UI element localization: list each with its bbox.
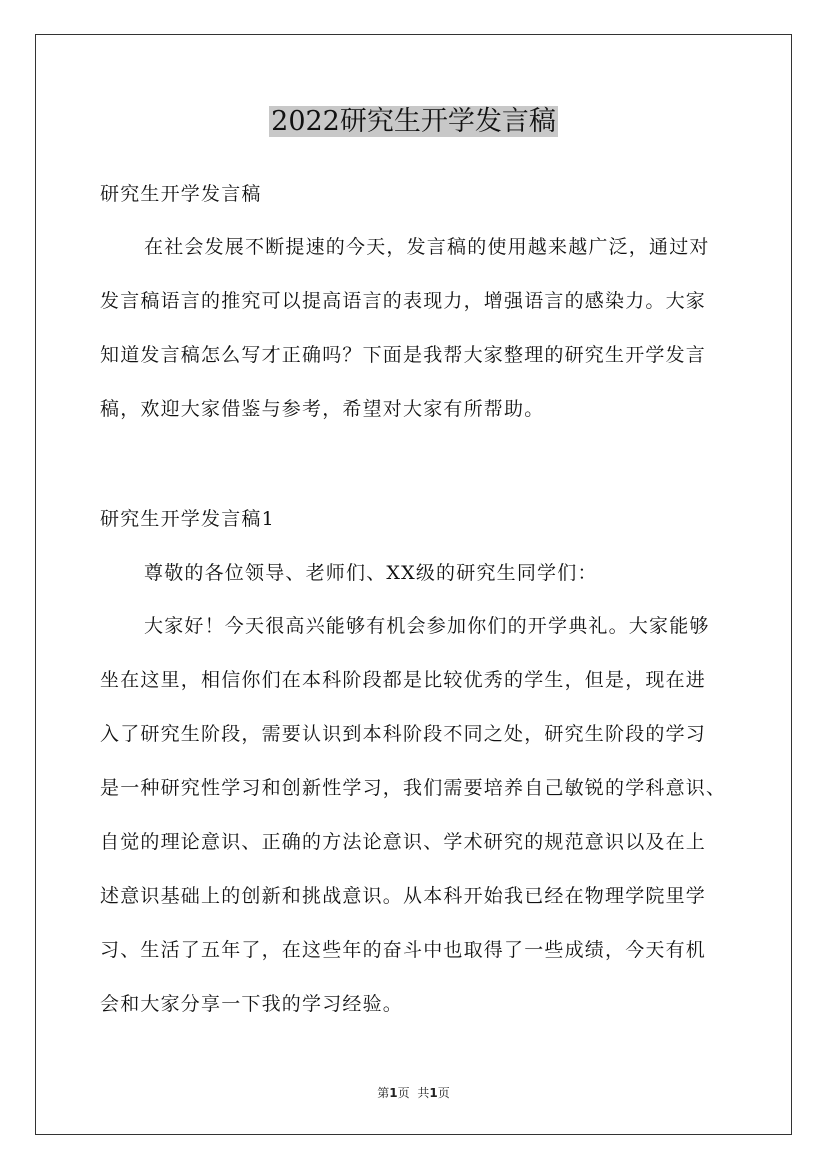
paragraph-line: 发言稿语言的推究可以提高语言的表现力，增强语言的感染力。大家: [100, 290, 707, 312]
paragraph-line: 会和大家分享一下我的学习经验。: [100, 993, 404, 1015]
page-suffix: 页: [397, 1086, 410, 1100]
paragraph-line: 入了研究生阶段，需要认识到本科阶段不同之处，研究生阶段的学习: [100, 723, 707, 745]
document-title-text: 2022研究生开学发言稿: [271, 106, 556, 137]
paragraph-line: 自觉的理论意识、正确的方法论意识、学术研究的规范意识以及在上: [100, 831, 707, 853]
section-heading: 研究生开学发言稿: [100, 183, 262, 205]
page-number: 1: [389, 1086, 398, 1100]
paragraph-line: 知道发言稿怎么写才正确吗？下面是我帮大家整理的研究生开学发言: [100, 344, 707, 366]
paragraph-line: 述意识基础上的创新和挑战意识。从本科开始我已经在物理学院里学: [100, 885, 707, 907]
paragraph-line: 习、生活了五年了，在这些年的奋斗中也取得了一些成绩，今天有机: [100, 939, 707, 961]
total-suffix: 页: [437, 1086, 450, 1100]
paragraph-line: 尊敬的各位领导、老师们、XX级的研究生同学们：: [144, 562, 598, 584]
paragraph-line: 大家好！今天很高兴能够有机会参加你们的开学典礼。大家能够: [144, 615, 710, 637]
page-footer: [0, 1084, 827, 1101]
paragraph-line: 是一种研究性学习和创新性学习，我们需要培养自己敏锐的学科意识、: [100, 777, 727, 799]
section-heading: 研究生开学发言稿1: [100, 508, 275, 530]
paragraph-line: 稿，欢迎大家借鉴与参考，希望对大家有所帮助。: [100, 398, 545, 420]
paragraph-line: 坐在这里，相信你们在本科阶段都是比较优秀的学生，但是，现在进: [100, 669, 707, 691]
total-pages: 1: [429, 1086, 438, 1100]
document-title: [0, 103, 827, 141]
total-prefix: 共: [417, 1086, 430, 1100]
page-prefix: 第: [377, 1086, 390, 1100]
paragraph-line: 在社会发展不断提速的今天，发言稿的使用越来越广泛，通过对: [144, 236, 710, 258]
